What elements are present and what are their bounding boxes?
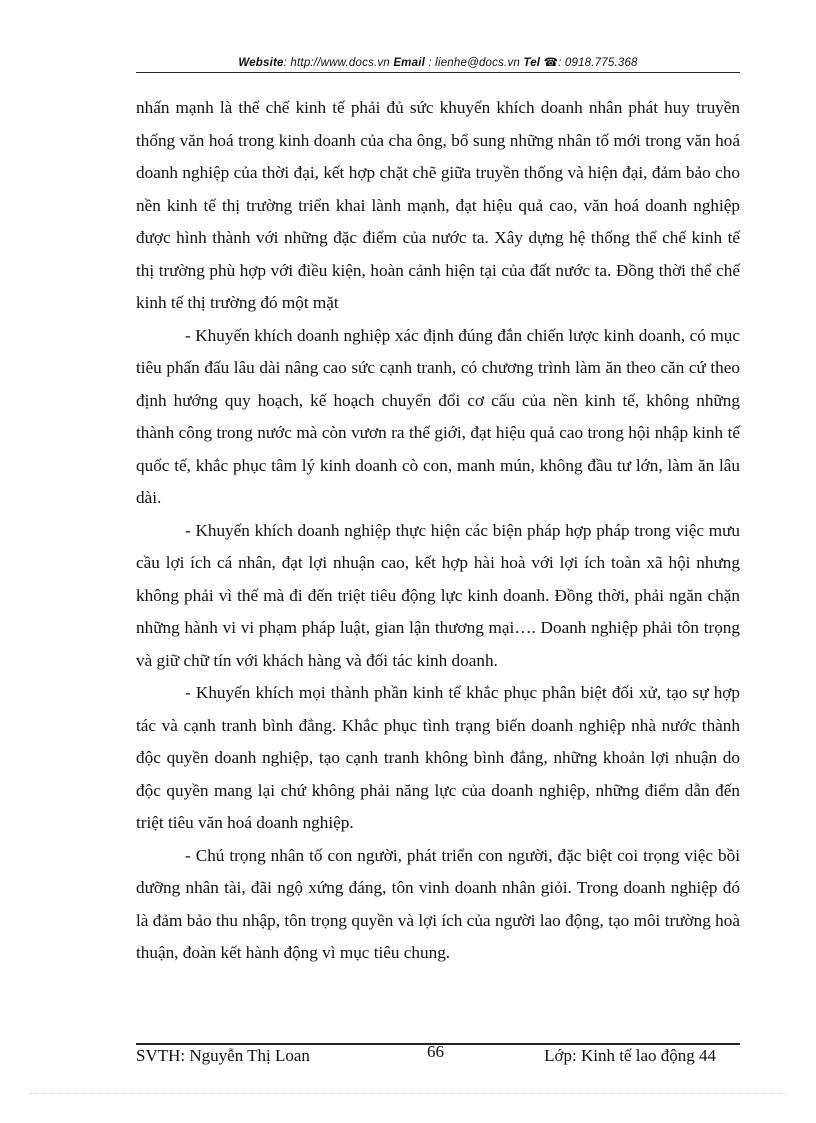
header-divider [136, 72, 740, 73]
telephone-icon: ☎ [543, 57, 559, 69]
page-header [136, 55, 740, 69]
paragraph-bullet-3: - Khuyến khích mọi thành phần kinh tế khắc phục phân biệt đối xử, tạo sự hợp tác và cạnh tranh bình đẳng. Khắc phục tình trạng biến doanh nghiệp nhà nước thành độc quyền doanh nghiệp, tạo cạnh tranh không bình đẳng, những khoản lợi nhuận do độc quyền mang lại chứ không phải năng lực của doanh nghiệp, những điểm dẫn đến triệt tiêu văn hoá doanh nghiệp. [136, 683, 740, 832]
email-address: : lienhe@docs.vn [425, 57, 524, 69]
paragraph-bullet-4: - Chú trọng nhân tố con người, phát triển con người, đặc biệt coi trọng việc bồi dưỡng nhân tài, đãi ngộ xứng đáng, tôn vinh doanh nhân giỏi. Trong doanh nghiệp đó là đảm bảo thu nhập, tôn trọng quyền và lợi ích của người lao động, tạo môi trường hoà thuận, đoàn kết hành động vì mục tiêu chung. [136, 845, 740, 962]
tel-label: Tel [523, 57, 544, 69]
website-url: : http://www.docs.vn [283, 57, 394, 69]
page-footer [136, 1042, 740, 1070]
paragraph-intro: nhấn mạnh là thể chế kinh tế phải đủ sức khuyến khích doanh nhân phát huy truyền thống văn hoá trong kinh doanh của cha ông, bổ sung những nhân tố mới trong văn hoá doanh nghiệp của thời đại, kết hợp chặt chẽ giữa truyền thống và hiện đại, đảm bảo cho nền kinh tế thị trường triển khai lành mạnh, đạt hiệu quả cao, văn hoá doanh nghiệp được hình thành với những đặc điểm của nước ta. Xây dựng hệ thống thể chế kinh tế thị trường phù hợp với điều kiện, hoàn cảnh hiện tại của đất nước ta. Đồng thời thể chế kinh tế thị trường đó một mặt [136, 98, 740, 312]
website-label: Website [238, 57, 284, 69]
email-label: Email [393, 57, 425, 69]
paragraph-bullet-1: - Khuyến khích doanh nghiệp xác định đúng đắn chiến lược kinh doanh, có mục tiêu phấn đấu lâu dài nâng cao sức cạnh tranh, có chương trình làm ăn theo căn cứ theo định hướng quy hoạch, kế hoạch chuyển đổi cơ cấu của nền kinh tế, không những thành công trong nước mà còn vươn ra thế giới, đạt hiệu quả cao trong hội nhập kinh tế quốc tế, khắc phục tâm lý kinh doanh cò con, manh mún, không đầu tư lớn, làm ăn lâu dài. [136, 325, 740, 507]
footer-author: SVTH: Nguyễn Thị Loan [136, 1046, 310, 1065]
page-bottom-dotted-border [30, 1093, 786, 1094]
footer-class: Lớp: Kinh tế lao động 44 [544, 1046, 716, 1065]
page-number: 66 [427, 1042, 444, 1061]
tel-number: : 0918.775.368 [558, 57, 638, 69]
document-body [136, 92, 740, 970]
paragraph-bullet-2: - Khuyến khích doanh nghiệp thực hiện các biện pháp hợp pháp trong việc mưu cầu lợi ích cá nhân, đạt lợi nhuận cao, kết hợp hài hoà với lợi ích toàn xã hội nhưng không phải vì thế mà đi đến triệt tiêu động lực kinh doanh. Đồng thời, phải ngăn chặn những hành vi vi phạm pháp luật, gian lận thương mại…. Doanh nghiệp phải tôn trọng và giữ chữ tín với khách hàng và đối tác kinh doanh. [136, 520, 740, 670]
